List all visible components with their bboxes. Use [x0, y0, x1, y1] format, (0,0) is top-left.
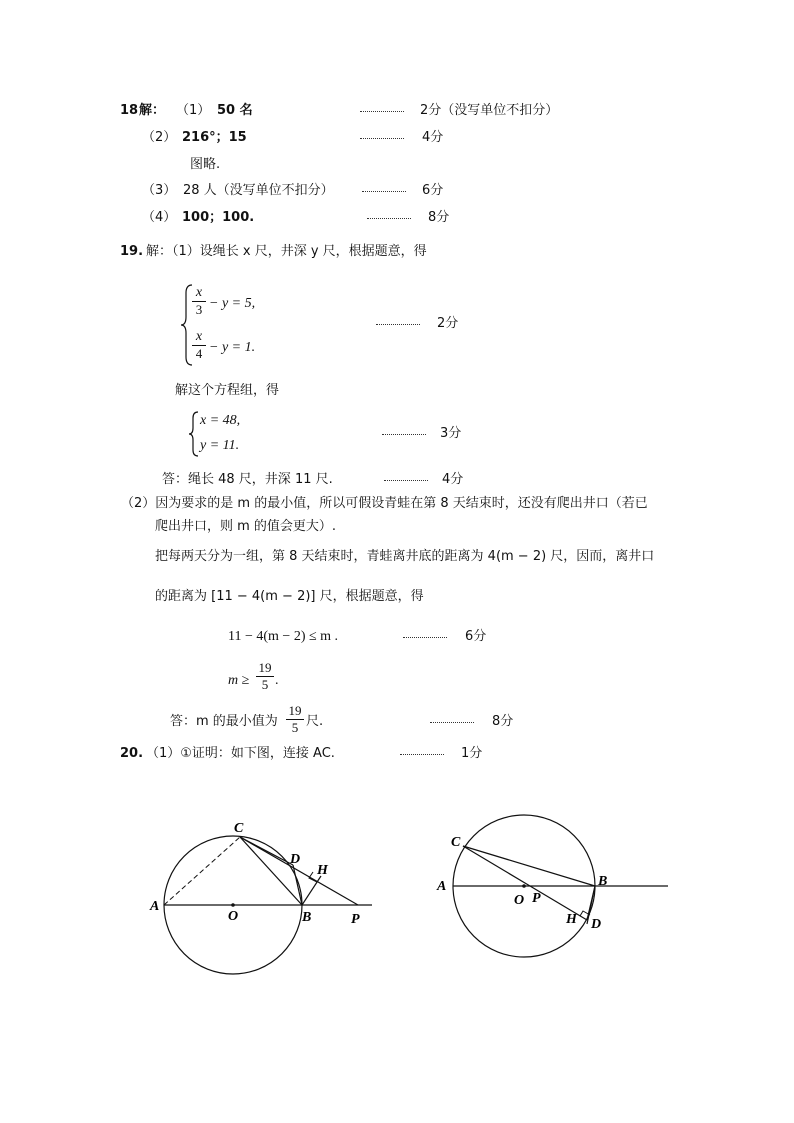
q19-system-leader: [376, 324, 420, 325]
q19-answer2-suffix: 尺.: [306, 714, 324, 729]
left-segment-BH: [302, 876, 321, 905]
left-label-D: D: [290, 852, 301, 867]
right-label-B: B: [598, 874, 608, 889]
q18-solve-label: 解：: [139, 103, 166, 118]
right-label-P: P: [532, 891, 541, 906]
q18-part3-leader: [362, 191, 406, 192]
left-segment-AC: [164, 837, 240, 905]
right-label-C: C: [451, 835, 461, 850]
q19-solution-y: y = 11.: [200, 438, 240, 453]
q19-answer1-leader: [384, 480, 428, 481]
q20-line: （1）①证明：如下图，连接 AC.: [146, 746, 335, 761]
left-label-P: P: [351, 912, 360, 927]
q18-part2-leader: [360, 138, 404, 139]
q18-part4-answer: 100；100.: [182, 210, 255, 225]
q19-part2-line3: 把每两天分为一组，第 8 天结束时，青蛙离井底的距离为 4(m − 2) 尺，因而，离井口: [155, 549, 655, 564]
q19-part2-line4: 的距离为 [11 − 4(m − 2)] 尺，根据题意，得: [155, 589, 424, 604]
q18-part4-label: （4）: [142, 210, 177, 225]
q18-part2-note: 图略.: [190, 157, 221, 172]
right-label-O: O: [514, 893, 525, 908]
q20-number: 20.: [120, 746, 144, 761]
left-label-A: A: [150, 899, 160, 914]
q19-eq1-numerator: x: [195, 285, 203, 300]
figure-left: [140, 812, 380, 982]
q19-answer2-denominator: 5: [291, 720, 299, 735]
q19-answer2-score: 8分: [492, 714, 514, 729]
q18-part1-label: （1）: [176, 103, 211, 118]
q19-answer1-score: 4分: [442, 472, 464, 487]
q19-solution-brace: [188, 410, 200, 458]
q19-part2-line1: （2）因为要求的是 m 的最小值，所以可假设青蛙在第 8 天结束时，还没有爬出井口（若已: [121, 496, 648, 511]
left-segment-CP: [240, 837, 358, 905]
right-segment-CP: [463, 846, 530, 886]
q20-leader: [400, 754, 444, 755]
left-segment-DB: [293, 865, 302, 905]
q19-part2-line2: 爬出井口，则 m 的值会更大）.: [155, 519, 337, 534]
q19-result-fraction: [256, 661, 274, 692]
q19-eq2-denominator: 4: [195, 346, 203, 361]
q18-part4-leader: [367, 218, 411, 219]
figure-right: [430, 812, 670, 982]
q19-answer1: 答：绳长 48 尺，井深 11 尺.: [162, 472, 333, 487]
q20-score: 1分: [461, 746, 483, 761]
left-label-C: C: [234, 821, 244, 836]
q19-intro: 解：（1）设绳长 x 尺，井深 y 尺，根据题意，得: [146, 244, 427, 259]
q19-inequality-score: 6分: [465, 629, 487, 644]
q19-solution-leader: [382, 434, 426, 435]
q18-part3-score: 6分: [422, 183, 444, 198]
q19-answer2-prefix: 答：m 的最小值为: [170, 714, 278, 729]
q19-eq2-rest: − y = 1.: [209, 340, 256, 355]
q18-part1-answer: 50 名: [217, 103, 253, 118]
q19-eq1-denominator: 3: [195, 302, 203, 317]
q19-eq1-fraction: [192, 285, 206, 317]
q19-eq2-fraction: [192, 329, 206, 361]
left-label-O: O: [228, 909, 239, 924]
q19-solution-x: x = 48,: [200, 413, 241, 428]
left-label-B: B: [302, 910, 312, 925]
q19-answer2-fraction: [286, 704, 304, 735]
left-label-H: H: [317, 863, 328, 878]
right-label-A: A: [437, 879, 447, 894]
q18-part3-answer: 28 人（没写单位不扣分）: [183, 183, 334, 198]
q19-result-lhs: m ≥: [228, 673, 250, 688]
q19-eq1-rest: − y = 5,: [209, 296, 256, 311]
q19-answer2-numerator: 19: [288, 703, 302, 718]
q19-eq2-numerator: x: [195, 329, 203, 344]
q19-system-score: 2分: [437, 316, 459, 331]
q19-inequality-leader: [403, 637, 447, 638]
right-center-dot: [522, 884, 526, 888]
q19-inequality: 11 − 4(m − 2) ≤ m .: [228, 629, 339, 644]
q19-solve-line: 解这个方程组，得: [175, 383, 280, 398]
q18-part2-score: 4分: [422, 130, 444, 145]
left-center-dot: [231, 903, 235, 907]
right-label-D: D: [591, 917, 602, 932]
q18-part2-label: （2）: [142, 130, 177, 145]
q18-part2-answer: 216°；15: [182, 130, 247, 145]
q19-answer2-leader: [430, 722, 474, 723]
right-segment-CB: [463, 846, 595, 886]
q19-result-denominator: 5: [261, 677, 269, 692]
q18-part1-leader: [360, 111, 404, 112]
q19-result-numerator: 19: [258, 660, 272, 675]
q19-result-period: .: [275, 673, 279, 688]
q19-number: 19.: [120, 244, 144, 259]
right-label-H: H: [566, 912, 577, 927]
q19-solution-score: 3分: [440, 426, 462, 441]
q18-part4-score: 8分: [428, 210, 450, 225]
q18-part3-label: （3）: [142, 183, 177, 198]
q18-part1-score: 2分（没写单位不扣分）: [420, 103, 559, 118]
q18-number: 18: [120, 103, 139, 118]
